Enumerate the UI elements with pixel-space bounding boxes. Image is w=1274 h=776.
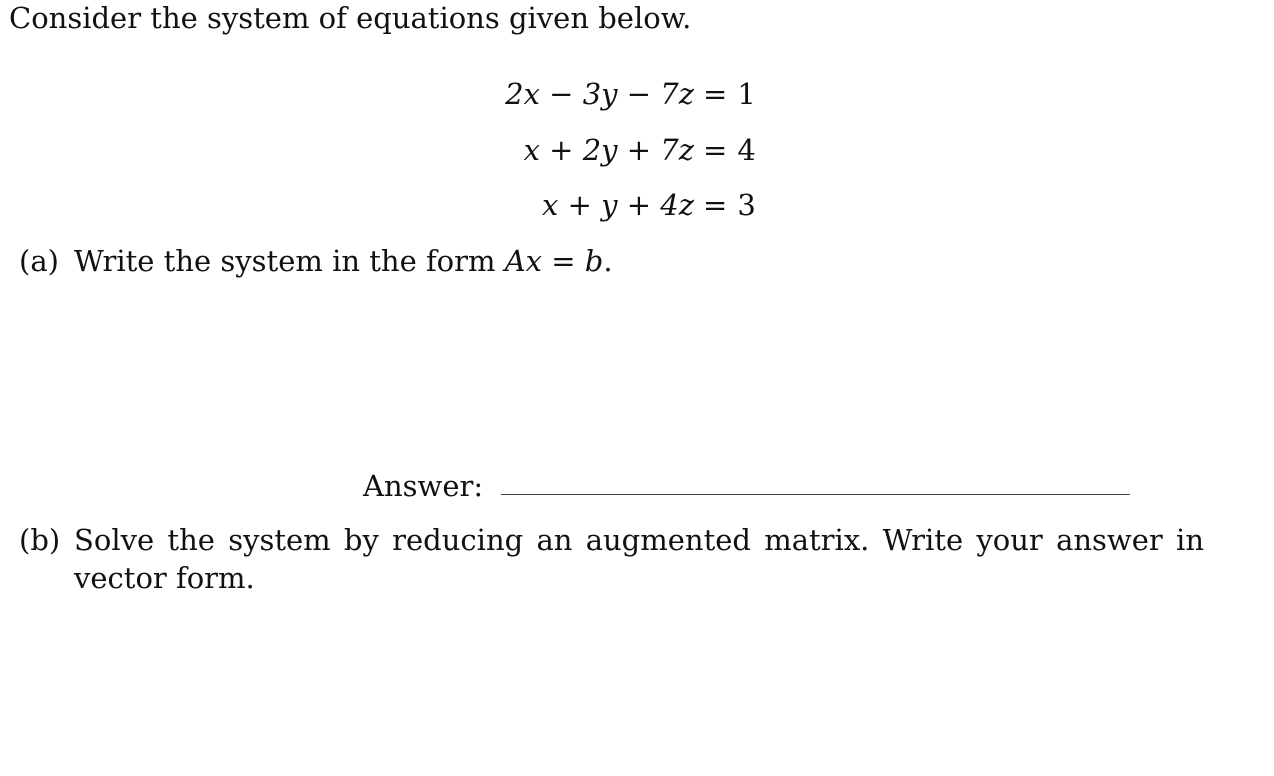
equation-row [0, 132, 1274, 168]
equation-rhs: 4 [737, 133, 756, 167]
equals-sign: = [703, 188, 728, 222]
equals-sign: = [703, 133, 728, 167]
answer-blank-line[interactable] [501, 494, 1130, 495]
problem-intro: Consider the system of equations given below. [9, 1, 692, 35]
equation-lhs: 2x − 3y − 7z [505, 77, 694, 111]
part-a-end: . [603, 244, 613, 278]
part-b-label: (b) [19, 523, 61, 557]
equation-rhs: 3 [737, 188, 756, 222]
part-a-text: Write the system in the form [74, 244, 505, 278]
equals-sign: = [703, 77, 728, 111]
equation-rhs: 1 [737, 77, 756, 111]
question-part-a [19, 243, 613, 279]
equation-row [0, 187, 1274, 223]
part-b-text: Solve the system by reducing an augmented matrix. Write your answer in vector form. [74, 523, 1204, 595]
equation-lhs: x + y + 4z [542, 188, 694, 222]
answer-label: Answer: [363, 469, 484, 503]
part-a-label: (a) [19, 244, 59, 278]
equation-row [0, 76, 1274, 112]
part-a-math: Ax = b [504, 244, 604, 278]
equation-lhs: x + 2y + 7z [523, 133, 694, 167]
